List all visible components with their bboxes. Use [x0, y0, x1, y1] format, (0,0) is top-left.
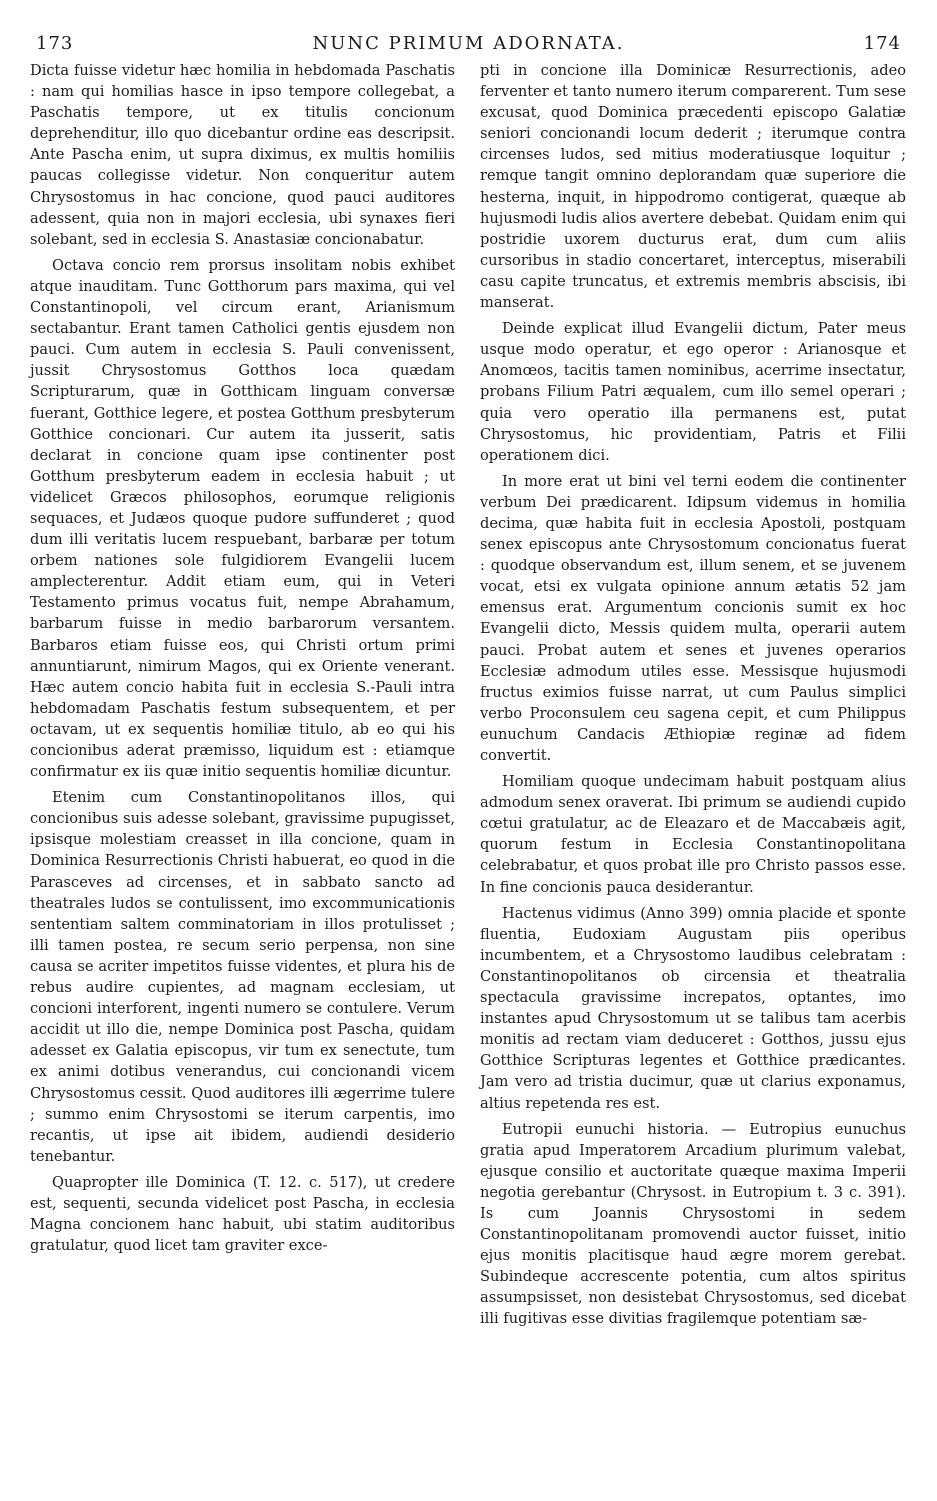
paragraph: Etenim cum Constantinopolitanos illos, qui concionibus suis adesse solebant, gravissime pupugisset, ipsisque molestiam creasset in illa concione, quam in Dominica Resurrectionis Christi habuerat, eo quod in die Parasceves ad circenses, et in sabbato sancto ad theatrales ludos se contulissent, imo excommunicationis sententiam saltem comminatoriam in illos protulisset ; illi tamen postea, re secum serio perpensa, non sine causa se acriter impetitos fuisse videntes, et plura his de rebus audire cupientes, ad magnam ecclesiam, ut concioni interforent, ingenti numero se contulere. Verum accidit ut illo die, nempe Dominica post Pascha, quidam adesset ex Galatia episcopus, vir tum ex senectute, tum ex animi dotibus venerandus, cui concionandi vicem Chrysostomus cessit. Quod auditores illi ægerrime tulere ; summo enim Chrysostomi se iterum carpentis, imo recantis, ut ipse ait ibidem, audiendi desiderio tenebantur. — [30, 789, 455, 1165]
paragraph: In more erat ut bini vel terni eodem die continenter verbum Dei prædicarent. Idipsum videmus in homilia decima, quæ habita fuit in ecclesia Apostoli, postquam senex episcopus ante Chrysostomum concionatus fuerat : quodque observandum est, illum senem, et se juvenem vocat, etsi ex vulgata opinione annum ætatis 52 jam emensus erat. Argumentum concionis sumit ex hoc Evangelii dicto, Messis quidem multa, operarii autem pauci. Probat autem et senes et juvenes operarios Ecclesiæ admodum utiles esse. Messisque hujusmodi fructus eximios fuisse narrat, ut cum Paulus simplici verbo Proconsulem ceu sagena cepit, et cum Philippus eunuchum Candacis Æthiopiæ reginæ ad fidem convertit. — [480, 472, 906, 764]
paragraph: Homiliam quoque undecimam habuit postquam alius admodum senex oraverat. Ibi primum se audiendi cupido cœtui gratulatur, ac de Eleazaro et de Maccabæis agit, quorum festum in Ecclesia Constantinopolitana celebrabatur, et quos probat ille pro Christo passos esse. In fine concionis pauca desiderantur. — [480, 773, 906, 896]
left-column — [30, 60, 455, 1261]
page-number-right: 174 — [863, 32, 901, 54]
paragraph: Eutropii eunuchi historia. — Eutropius eunuchus gratia apud Imperatorem Arcadium plurimum valebat, ejusque consilio et auctoritate quæque maxima Imperii negotia gerebantur (Chrysost. in Eutropium t. 3 c. 391). Is cum Joannis Chrysostomi in sedem Constantinopolitanam promovendi auctor fuisset, initio ejus monitis placitisque haud ægre morem gerebat. Subindeque accrescente potentia, cum altos spiritus assumpsisset, non desistebat Chrysostomus, sed dicebat illi fugitivas esse divitias fragilemque potentiam sæ- — [480, 1120, 906, 1328]
paragraph: Quapropter ille Dominica (T. 12. c. 517), ut credere est, sequenti, secunda videlicet post Pascha, in ecclesia Magna concionem hanc habuit, ubi statim auditoribus gratulatur, quod licet tam graviter exce- — [30, 1173, 455, 1255]
paragraph: Dicta fuisse videtur hæc homilia in hebdomada Paschatis : nam qui homilias hasce in ipso tempore collegebat, a Paschatis tempore, ut ex titulis concionum deprehenditur, illo quo dicebantur ordine eas descripsit. Ante Pascha enim, ut supra diximus, ex multis homiliis paucas collegisse videtur. Non conqueritur autem Chrysostomus in hac concione, quod pauci auditores adessent, quia non in majori ecclesia, ubi synaxes fieri solebant, sed in ecclesia S. Anastasiæ concionabatur. — [30, 62, 455, 248]
paragraph: Hactenus vidimus (Anno 399) omnia placide et sponte fluentia, Eudoxiam Augustam piis operibus incumbentem, et a Chrysostomo laudibus celebratam : Constantinopolitanos ob circensia et theatralia spectacula gravissime increpatos, optantes, imo instantes apud Chrysostomum ut se talibus tam acerbis monitis ad rectam viam deduceret : Gotthos, jussu ejus Gotthice Scripturas legentes et Gotthice prædicantes. Jam vero ad tristia ducimur, quæ ut clarius exponamus, altius repetenda res est. — [480, 904, 906, 1112]
page-number-left: 173 — [36, 32, 74, 54]
running-title: NUNC PRIMUM ADORNATA. — [312, 32, 625, 54]
paragraph: Octava concio rem prorsus insolitam nobis exhibet atque inauditam. Tunc Gotthorum pars maxima, qui vel Constantinopoli, vel circum erant, Arianismum sectabantur. Erant tamen Catholici gentis ejusdem non pauci. Cum autem in ecclesia S. Pauli convenissent, jussit Chrysostomus Gotthos loca quædam Scripturarum, quæ in Gotthicam linguam conversæ fuerant, Gotthice legere, et postea Gotthum presbyterum Gotthice concionari. Cur autem ita jusserit, satis declarat in concione quam ipse continenter post Gotthum presbyterum eadem in ecclesia habuit ; ut videlicet Græcos philosophos, eorumque religionis sequaces, et Judæos quoque pudore suffunderet ; quod dum illi veritatis lucem respuebant, barbaræ per totum orbem nationes sole fulgidiorem Evangelii lucem amplecterentur. Addit etiam eum, qui in Veteri Testamento primus vocatus fuit, nempe Abrahamum, barbarum fuisse in medio barbarorum versantem. Barbaros etiam fuisse eos, qui Christi ortum primi annuntiarunt, nimirum Magos, qui ex Oriente venerant. Hæc autem concio habita fuit in ecclesia S.-Pauli intra hebdomadam Paschatis festum subsequentem, et per octavam, ut ex sequentis homiliæ titulo, ab eo qui his concionibus aderat præmisso, liquidum est : etiamque confirmatur ex iis quæ initio sequentis homiliæ dicuntur. — [30, 256, 455, 781]
running-header — [36, 30, 901, 56]
paragraph: Deinde explicat illud Evangelii dictum, Pater meus usque modo operatur, et ego operor : Arianosque et Anomœos, tacitis tamen nominibus, acerrime insectatur, probans Filium Patri æqualem, cum illo semel operari ; quia vero operatio illa permanens est, putat Chrysostomus, hic providentiam, Patris et Filii operationem dici. — [480, 320, 906, 464]
right-column — [480, 60, 906, 1335]
paragraph: pti in concione illa Dominicæ Resurrectionis, adeo ferventer et tanto numero iterum comparerent. Tum sese excusat, quod Dominica præcedenti episcopo Galatiæ seniori concionandi locum dederit ; iterumque contra circenses ludos, sed mitius moderatiusque loquitur ; remque tangit omnino deplorandam quæ superiore die hesterna, inquit, in hippodromo contigerat, quæque ab hujusmodi ludis alios avertere debebat. Quidam enim qui postridie uxorem ducturus erat, dum cum aliis cursoribus in stadio concertaret, interceptus, miserabili casu capite truncatus, et extremis membris abscisis, ibi manserat. — [480, 62, 906, 312]
